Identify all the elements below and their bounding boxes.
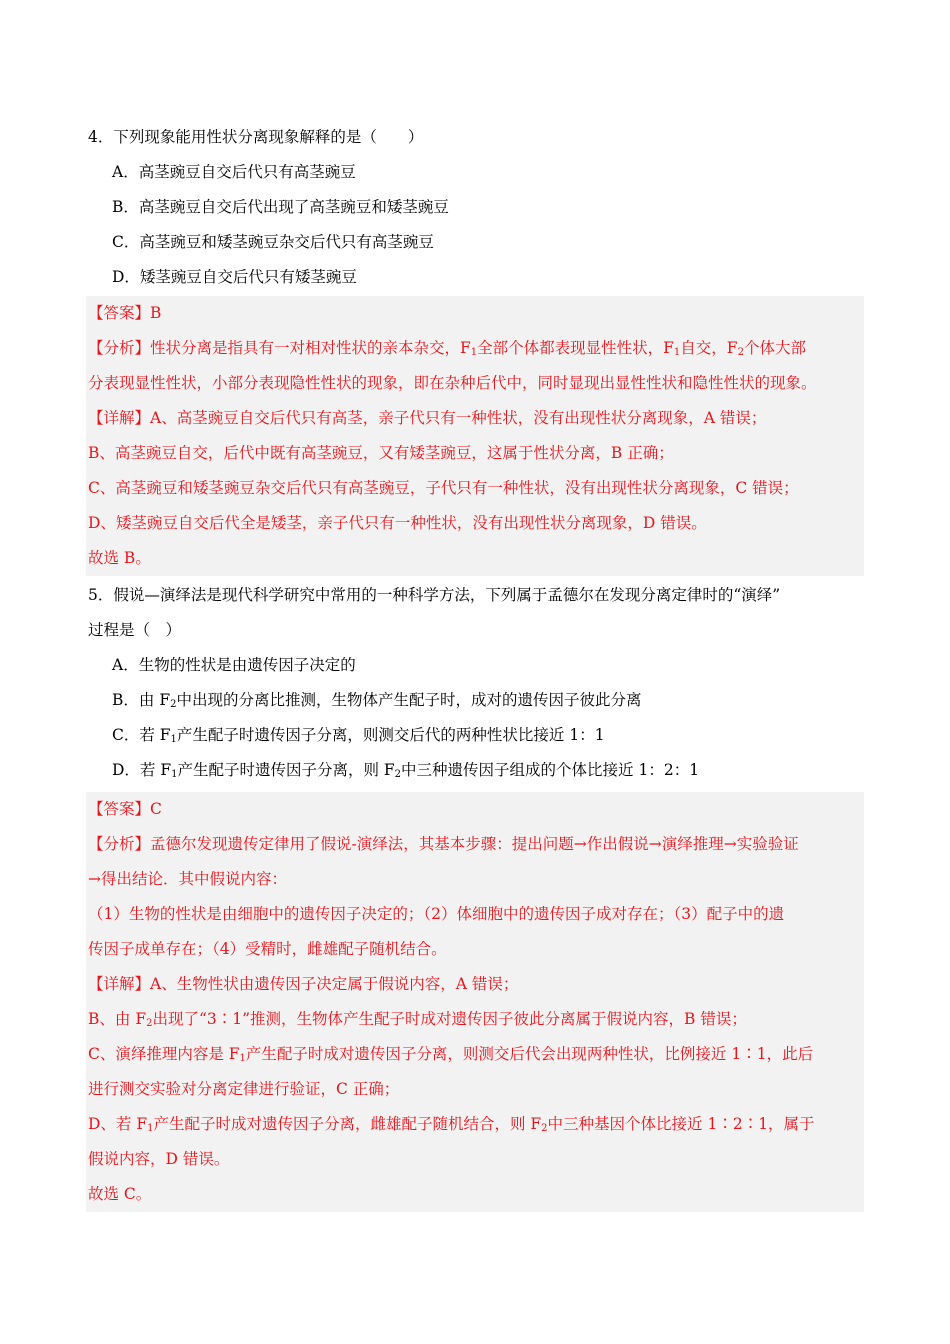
detail-text: 中三种基因个体比接近 1∶2∶1，属于 [547,1115,815,1133]
question-4-answer [86,296,864,331]
subscript: 2 [541,1123,548,1134]
question-4-answer-box [86,296,864,576]
question-4-option-b: B．高茎豌豆自交后代出现了高茎豌豆和矮茎豌豆 [112,198,449,216]
question-4 [88,120,868,295]
question-5-analysis-line-2: →得出结论．其中假说内容： [88,870,287,888]
analysis-text: 全部个体都表现显性性状，F [477,339,674,357]
answer-value: C [150,800,162,818]
option-text: 产生配子时遗传因子分离，则测交后代的两种性状比接近 1：1 [176,726,605,744]
subscript: 1 [239,1053,246,1064]
question-5-detail-line-1 [86,967,864,1002]
question-5-answer-box [86,792,864,1212]
detail-text: B、由 F [88,1010,147,1028]
question-5 [88,578,868,788]
detail-text: A、高茎豌豆自交后代只有高茎，亲子代只有一种性状，没有出现性状分离现象，A 错误； [150,409,767,427]
answer-tag: 【答案】 [88,800,151,818]
question-5-option-b [88,683,868,718]
question-4-detail-line-2: B、高茎豌豆自交，后代中既有高茎豌豆，又有矮茎豌豆，这属于性状分离，B 正确； [88,444,674,462]
analysis-text: 个体大部 [743,339,806,357]
question-5-analysis-line-4: 传因子成单存在；（4）受精时，雌雄配子随机结合。 [88,940,447,958]
analysis-text: 自交，F [680,339,738,357]
question-5-detail-line-5 [86,1107,864,1142]
subscript: 1 [170,734,177,745]
question-5-detail-line-3 [86,1037,864,1072]
question-5-stem-line-1: 5．假说—演绎法是现代科学研究中常用的一种科学方法，下列属于孟德尔在发现分离定律时的“演绎” [88,586,781,604]
question-5-detail-line-6: 假说内容，D 错误。 [88,1150,230,1168]
analysis-tag: 【分析】 [88,835,151,853]
option-text: D．若 F [112,761,172,779]
question-4-option-d: D．矮茎豌豆自交后代只有矮茎豌豆 [112,268,357,286]
subscript: 1 [673,347,681,358]
question-4-option-c: C．高茎豌豆和矮茎豌豆杂交后代只有高茎豌豆 [112,233,434,251]
question-5-detail-line-4: 进行测交实验对分离定律进行验证，C 正确； [88,1080,400,1098]
question-5-option-d [88,753,868,788]
question-4-detail-line-3: C、高茎豌豆和矮茎豌豆杂交后代只有高茎豌豆，子代只有一种性状，没有出现性状分离现象，C 错误； [88,479,799,497]
analysis-text: 性状分离是指具有一对相对性状的亲本杂交，F [150,339,471,357]
question-5-option-c [88,718,868,753]
question-4-detail-line-1 [86,401,864,436]
detail-tag: 【详解】 [88,409,151,427]
answer-value: B [150,304,162,322]
analysis-text: 孟德尔发现遗传定律用了假说-演绎法，其基本步骤：提出问题→作出假说→演绎推理→实验验证 [150,835,799,853]
subscript: 1 [470,347,478,358]
question-5-analysis-line-3: （1）生物的性状是由细胞中的遗传因子决定的；（2）体细胞中的遗传因子成对存在；（3）配子中的遗 [88,905,785,923]
question-4-analysis-line-1 [86,331,864,366]
answer-tag: 【答案】 [88,304,151,322]
question-5-analysis-line-1 [86,827,864,862]
subscript: 2 [170,699,177,710]
subscript: 1 [171,769,178,780]
detail-text: 产生配子时成对遗传因子分离，雌雄配子随机结合，则 F [153,1115,542,1133]
question-5-detail-line-2 [86,1002,864,1037]
analysis-tag: 【分析】 [88,339,151,357]
detail-text: 产生配子时成对遗传因子分离，则测交后代会出现两种性状，比例接近 1∶1，此后 [245,1045,814,1063]
question-4-conclusion: 故选 B。 [88,549,151,567]
option-text: B．由 F [112,691,171,709]
subscript: 1 [147,1123,154,1134]
detail-text: C、演绎推理内容是 F [88,1045,240,1063]
detail-text: D、若 F [88,1115,148,1133]
question-5-stem-line-2: 过程是（ ） [88,621,182,639]
subscript: 2 [737,347,744,358]
option-text: 中出现的分离比推测，生物体产生配子时，成对的遗传因子彼此分离 [176,691,642,709]
question-5-conclusion: 故选 C。 [88,1185,152,1203]
question-4-stem: 4．下列现象能用性状分离现象解释的是（ ） [88,128,424,146]
subscript: 2 [394,769,402,780]
option-text: 中三种遗传因子组成的个体比接近 1：2：1 [401,761,700,779]
question-4-detail-line-4: D、矮茎豌豆自交后代全是矮茎，亲子代只有一种性状，没有出现性状分离现象，D 错误。 [88,514,707,532]
option-text: 产生配子时遗传因子分离，则 F [177,761,395,779]
question-4-analysis-line-2: 分表现显性性状，小部分表现隐性性状的现象，即在杂种后代中，同时显现出显性性状和隐性性状的现象。 [88,374,817,392]
question-5-answer [86,792,864,827]
detail-tag: 【详解】 [88,975,151,993]
detail-text: 出现了“3∶1”推测，生物体产生配子时成对遗传因子彼此分离属于假说内容，B 错误； [152,1010,747,1028]
detail-text: A、生物性状由遗传因子决定属于假说内容，A 错误； [150,975,519,993]
question-4-option-a: A．高茎豌豆自交后代只有高茎豌豆 [112,163,356,181]
option-text: C．若 F [112,726,171,744]
question-5-option-a: A．生物的性状是由遗传因子决定的 [112,656,356,674]
subscript: 2 [146,1018,153,1029]
